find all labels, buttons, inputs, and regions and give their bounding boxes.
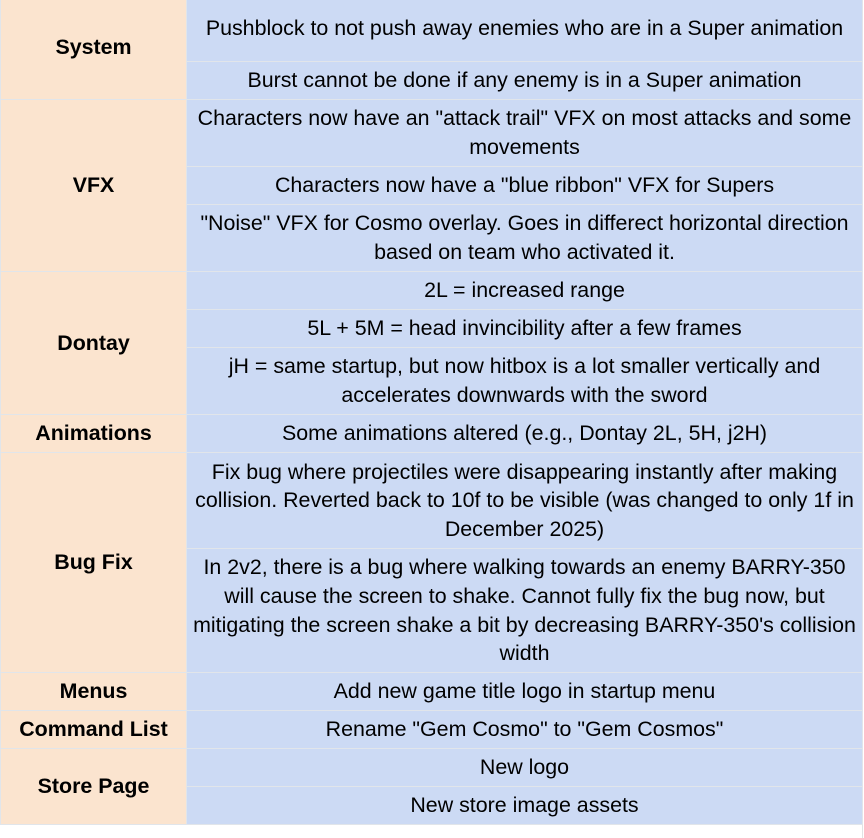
change-cell[interactable]: 5L + 5M = head invincibility after a few frames: [187, 310, 863, 348]
change-cell[interactable]: New logo: [187, 749, 863, 787]
table-row: [1, 711, 863, 749]
table-row: [1, 100, 863, 167]
table-row: [1, 673, 863, 711]
change-cell[interactable]: Pushblock to not push away enemies who are in a Super animation: [187, 0, 863, 62]
table-row: [1, 272, 863, 310]
category-cell-store-page[interactable]: Store Page: [1, 749, 187, 825]
table-row: [1, 749, 863, 787]
category-cell-command-list[interactable]: Command List: [1, 711, 187, 749]
change-cell[interactable]: Some animations altered (e.g., Dontay 2L, 5H, j2H): [187, 415, 863, 453]
category-cell-bug-fix[interactable]: Bug Fix: [1, 453, 187, 673]
change-cell[interactable]: "Noise" VFX for Cosmo overlay. Goes in differect horizontal direction based on team who activated it.: [187, 205, 863, 272]
category-cell-system[interactable]: System: [1, 0, 187, 100]
category-cell-dontay[interactable]: Dontay: [1, 272, 187, 415]
category-cell-menus[interactable]: Menus: [1, 673, 187, 711]
change-cell[interactable]: Rename "Gem Cosmo" to "Gem Cosmos": [187, 711, 863, 749]
change-cell[interactable]: 2L = increased range: [187, 272, 863, 310]
change-cell[interactable]: Burst cannot be done if any enemy is in a Super animation: [187, 62, 863, 100]
change-cell[interactable]: Fix bug where projectiles were disappearing instantly after making collision. Reverted back to 10f to be visible (was changed to only 1f in December 2025): [187, 453, 863, 549]
change-cell[interactable]: Characters now have an "attack trail" VFX on most attacks and some movements: [187, 100, 863, 167]
category-cell-animations[interactable]: Animations: [1, 415, 187, 453]
table-row: [1, 415, 863, 453]
change-cell[interactable]: jH = same startup, but now hitbox is a lot smaller vertically and accelerates downwards with the sword: [187, 348, 863, 415]
change-cell[interactable]: Add new game title logo in startup menu: [187, 673, 863, 711]
table-row: [1, 453, 863, 549]
change-cell[interactable]: In 2v2, there is a bug where walking towards an enemy BARRY-350 will cause the screen to shake. Cannot fully fix the bug now, but mitigating the screen shake a bit by decreasing BARRY-350's collision width: [187, 549, 863, 673]
change-cell[interactable]: New store image assets: [187, 787, 863, 825]
table-row: [1, 0, 863, 62]
change-cell[interactable]: Characters now have a "blue ribbon" VFX for Supers: [187, 167, 863, 205]
category-cell-vfx[interactable]: VFX: [1, 100, 187, 272]
